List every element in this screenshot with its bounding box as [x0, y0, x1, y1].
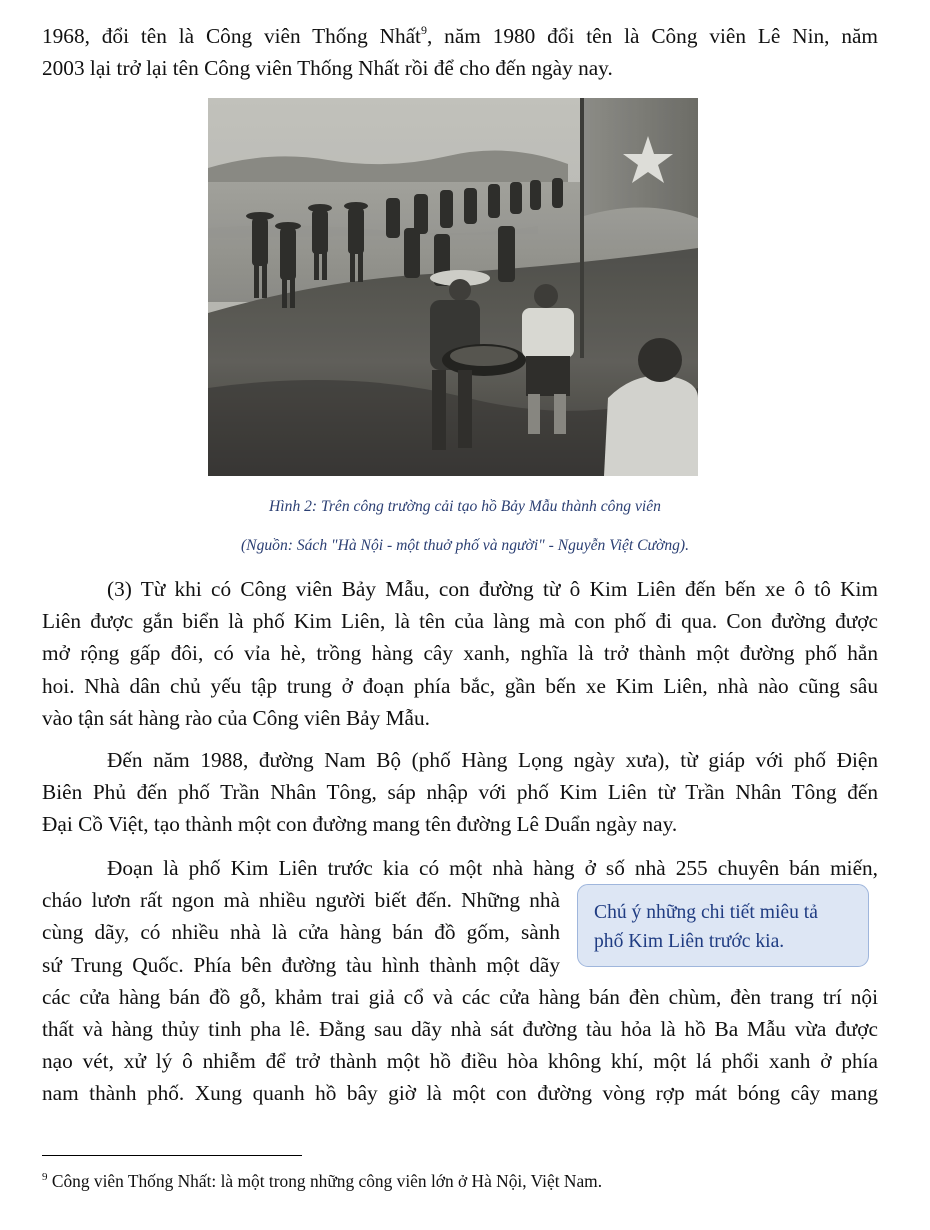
- paragraph-4-line: Đến năm 1988, đường Nam Bộ (phố Hàng Lọng ngày xưa), từ giáp với phố Điện: [107, 748, 878, 772]
- paragraph-5-line: thất và hàng thủy tinh pha lê. Đằng sau dãy nhà sát đường tàu hỏa là hồ Ba Mẫu vừa được: [42, 1017, 878, 1042]
- paragraph-3-line: vào tận sát hàng rào của Công viên Bảy Mẫu.: [42, 705, 430, 730]
- historical-photo: [208, 98, 698, 476]
- intro-line-1: 1968, đổi tên là Công viên Thống Nhất$^9$, năm 1980 đổi tên là Công viên Lê Nin, năm: [42, 23, 878, 48]
- side-note-line: Chú ý những chi tiết miêu tả: [594, 902, 818, 923]
- paragraph-5-line: các cửa hàng bán đồ gỗ, khảm trai giả cổ và các cửa hàng bán đèn chùm, đèn trang trí nội: [42, 984, 878, 1009]
- paragraph-5-line: cháo lươn rất ngon mà nhiều người biết đến. Những nhà: [42, 888, 560, 913]
- figure-caption-title: Hình 2: Trên công trường cải tạo hồ Bảy Mẫu thành công viên: [269, 498, 661, 515]
- paragraph-5-line: Đoạn là phố Kim Liên trước kia có một nhà hàng ở số nhà 255 chuyên bán miến,: [107, 856, 878, 880]
- intro-line-2: 2003 lại trở lại tên Công viên Thống Nhất rồi để cho đến ngày nay.: [42, 56, 613, 81]
- intro-paragraph: [42, 20, 878, 84]
- paragraph-5-line: sứ Trung Quốc. Phía bên đường tàu hình thành một dãy: [42, 952, 560, 977]
- side-note-line: phố Kim Liên trước kia.: [594, 931, 785, 952]
- paragraph-4-line: Đại Cồ Việt, tạo thành một con đường mang tên đường Lê Duẩn ngày nay.: [42, 812, 678, 837]
- paragraph-3-line: hoi. Nhà dân chủ yếu tập trung ở đoạn phía bắc, gần bến xe Kim Liên, nhà nào cũng sâu: [42, 673, 878, 698]
- footnote-ref: 9: [420, 23, 427, 37]
- footnote: [42, 1169, 602, 1193]
- paragraph-5-line: nam thành phố. Xung quanh hồ bây giờ là một con đường vòng rợp mát bóng cây mang: [42, 1081, 878, 1106]
- paragraph-5-line: nạo vét, xử lý ô nhiễm để trở thành một hồ điều hòa không khí, một lá phổi xanh ở phía: [42, 1049, 878, 1074]
- footnote-text: Công viên Thống Nhất: là một trong những công viên lớn ở Hà Nội, Việt Nam.: [47, 1171, 603, 1191]
- paragraph-4: [42, 744, 878, 841]
- side-note-box: [577, 884, 869, 967]
- paragraph-3-line: (3) Từ khi có Công viên Bảy Mẫu, con đường từ ô Kim Liên đến bến xe ô tô Kim: [107, 577, 878, 601]
- paragraph-4-line: Biên Phủ đến phố Trần Nhân Tông, sáp nhập với phố Kim Liên từ Trần Nhân Tông đến: [42, 780, 878, 805]
- figure-caption-source: (Nguồn: Sách "Hà Nội - một thuở phố và người" - Nguyễn Việt Cường).: [240, 537, 690, 554]
- footnote-number: 9: [42, 1171, 48, 1183]
- paragraph-3: [42, 573, 878, 734]
- paragraph-5-line: cùng dãy, có nhiều nhà là cửa hàng bán đồ gốm, sành: [42, 920, 560, 945]
- paragraph-3-line: mở rộng gấp đôi, có vỉa hè, trồng hàng cây xanh, nghĩa là trở thành một đường phố hẳn: [42, 641, 878, 666]
- paragraph-3-line: Liên được gắn biển là phố Kim Liên, là tên của làng mà con phố đi qua. Con đường được: [42, 609, 878, 634]
- footnote-separator: [42, 1155, 302, 1156]
